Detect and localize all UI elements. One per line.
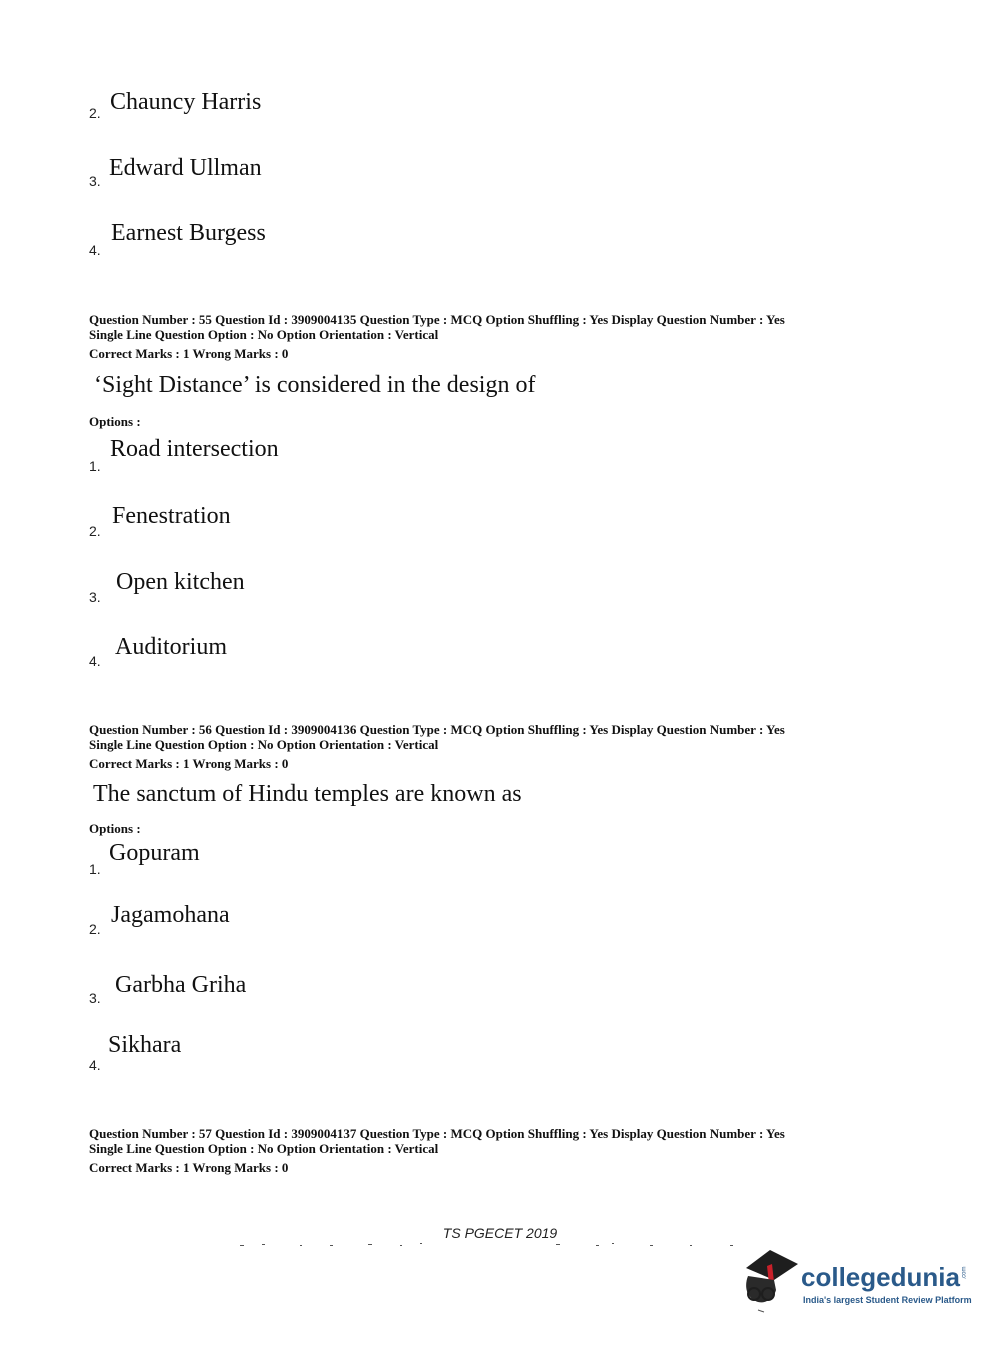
option-number: 2. bbox=[89, 921, 101, 937]
option-number: 1. bbox=[89, 458, 101, 474]
collegedunia-logo-text: collegedunia bbox=[801, 1262, 960, 1292]
options-label: Options : bbox=[89, 414, 141, 429]
question-meta: Single Line Question Option : No Option Orientation : Vertical bbox=[89, 327, 439, 342]
option-text: Earnest Burgess bbox=[111, 220, 266, 246]
option-number: 3. bbox=[89, 589, 101, 605]
option-number: 4. bbox=[89, 242, 101, 258]
option-text: Garbha Griha bbox=[115, 972, 247, 998]
collegedunia-logo-com: .com bbox=[961, 1266, 968, 1280]
option-text: Edward Ullman bbox=[109, 155, 262, 181]
question-text: The sanctum of Hindu temples are known as bbox=[93, 781, 522, 807]
option-text: Auditorium bbox=[115, 634, 227, 660]
option-number: 1. bbox=[89, 861, 101, 877]
option-text: Jagamohana bbox=[111, 902, 230, 928]
footer-exam-title: TS PGECET 2019 bbox=[442, 1225, 558, 1241]
option-text: Gopuram bbox=[109, 840, 200, 866]
option-text: Chauncy Harris bbox=[110, 89, 262, 115]
option-number: 3. bbox=[89, 173, 101, 189]
collegedunia-mascot-icon bbox=[740, 1246, 802, 1316]
question-text: ‘Sight Distance’ is considered in the design of bbox=[94, 372, 536, 398]
question-meta: Single Line Question Option : No Option Orientation : Vertical bbox=[89, 737, 439, 752]
option-number: 3. bbox=[89, 990, 101, 1006]
option-number: 2. bbox=[89, 105, 101, 121]
option-text: Road intersection bbox=[110, 436, 279, 462]
options-label: Options : bbox=[89, 821, 141, 836]
question-meta: Question Number : 57 Question Id : 3909004137 Question Type : MCQ Option Shuffling : Yes Display Question Number : Yes bbox=[89, 1126, 785, 1141]
question-marks: Correct Marks : 1 Wrong Marks : 0 bbox=[89, 1160, 289, 1175]
question-marks: Correct Marks : 1 Wrong Marks : 0 bbox=[89, 346, 289, 361]
question-meta: Question Number : 55 Question Id : 3909004135 Question Type : MCQ Option Shuffling : Yes Display Question Number : Yes bbox=[89, 312, 785, 327]
option-number: 4. bbox=[89, 653, 101, 669]
question-meta: Single Line Question Option : No Option Orientation : Vertical bbox=[89, 1141, 439, 1156]
option-number: 4. bbox=[89, 1057, 101, 1073]
option-number: 2. bbox=[89, 523, 101, 539]
question-meta: Question Number : 56 Question Id : 3909004136 Question Type : MCQ Option Shuffling : Yes Display Question Number : Yes bbox=[89, 722, 785, 737]
question-marks: Correct Marks : 1 Wrong Marks : 0 bbox=[89, 756, 289, 771]
collegedunia-tagline: India's largest Student Review Platform bbox=[803, 1295, 972, 1305]
option-text: Fenestration bbox=[112, 503, 231, 529]
option-text: Open kitchen bbox=[116, 569, 245, 595]
option-text: Sikhara bbox=[108, 1032, 182, 1058]
